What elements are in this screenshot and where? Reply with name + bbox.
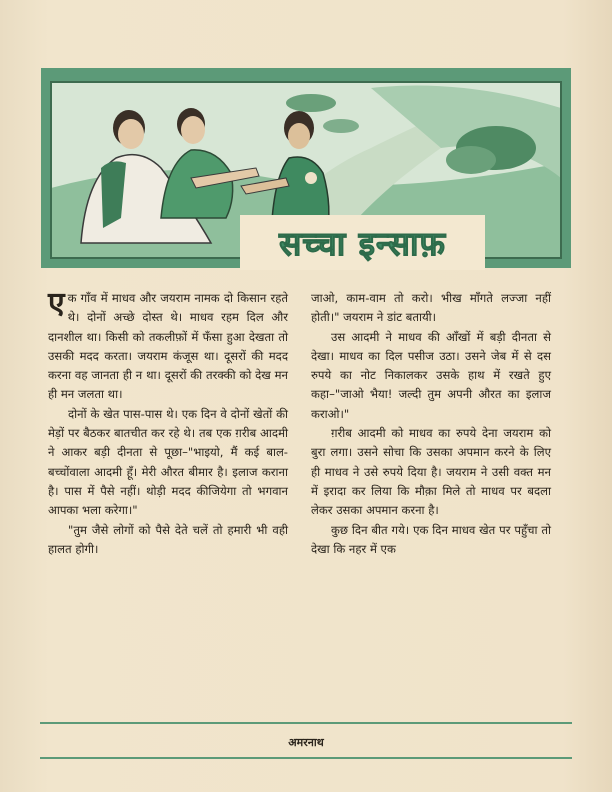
paragraph: दोनों के खेत पास-पास थे। एक दिन वे दोनों खेतों की मेड़ों पर बैठकर बातचीत कर रहे थे। तब एक ग़रीब आदमी ने आकर बड़ी दीनता से पूछा–"भाइयो, मैं कई बाल-बच्चोंवाला आदमी हूँ। मेरी औरत बीमार है। इलाज कराना है। पास में पैसे नहीं। थोड़ी मदद कीजियेगा तो भगवान आपका भला करेगा।" [48,406,288,518]
paragraph: जाओ, काम-वाम तो करो। भीख माँगते लज्जा नहीं होती।" जयराम ने डांट बतायी। [311,291,551,325]
paragraph: ग़रीब आदमी को माधव का रुपये देना जयराम को बुरा लगा। उसने सोचा कि उसका अपमान करने के लिए ही माधव ने उसे रुपये दिया है। जयराम ने उसी वक्त मन में इरादा कर लिया कि मौक़ा मिले तो माधव पर बदला लेकर उसका अपमान करना है। [311,426,551,518]
footer-label: अमरनाथ [288,736,324,749]
right-column [311,289,551,559]
left-column [48,286,288,559]
footer-rule-bottom [40,757,572,759]
footer-rule-top [40,722,572,724]
paragraph: "तुम जैसे लोगों को पैसे देते चलें तो हमारी भी वही हालत होगी। [48,522,288,556]
story-title: सच्चा इन्साफ़ [279,224,446,263]
drop-cap: ए [48,286,65,321]
paragraph: कुछ दिन बीत गये। एक दिन माधव खेत पर पहुँचा तो देखा कि नहर में एक [311,522,551,556]
paragraph: उस आदमी ने माधव की आँखों में बड़ी दीनता से देखा। माधव का दिल पसीज उठा। उसने जेब में से दस रुपये का नोट निकालकर उसके हाथ में रखते हुए कहा–"जाओ भैया! जल्दी तुम अपनी औरत का इलाज कराओ।" [311,329,551,421]
title-box [240,215,485,270]
paragraph: एक गाँव में माधव और जयराम नामक दो किसान रहते थे। दोनों अच्छे दोस्त थे। माधव रहम दिल और दानशील था। किसी को तकलीफ़ों में फँसा हुआ देखता तो उसकी मदद करता। जयराम कंजूस था। दूसरों की मदद करना वह जानता ही न था। दूसरों की तरक्की को देख मन ही मन जलता था। [48,286,288,402]
